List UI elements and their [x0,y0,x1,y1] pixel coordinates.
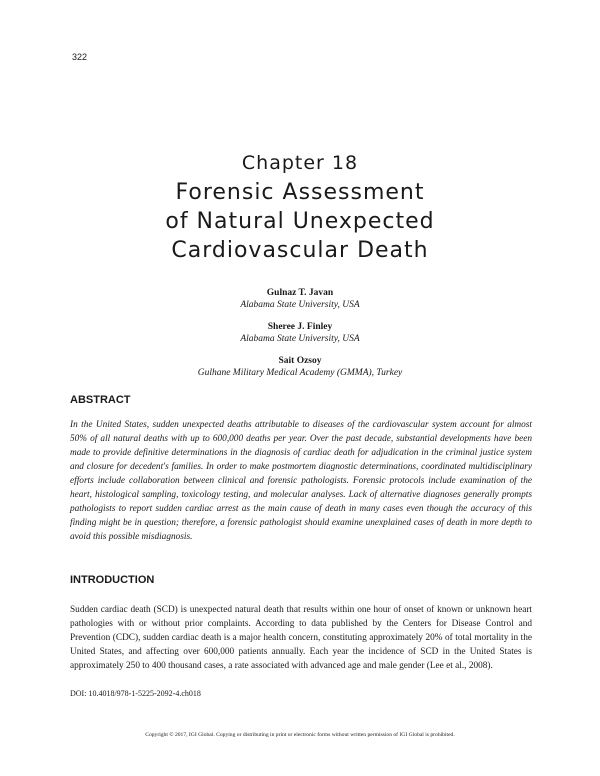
author-block [0,287,600,311]
title-line: Cardiovascular Death [171,238,429,263]
author-affiliation: Gulhane Military Medical Academy (GMMA), Turkey [197,368,403,378]
chapter-label: Chapter 18 [241,152,359,174]
title-line: of Natural Unexpected [165,209,435,234]
author-name: Sheree J. Finley [267,322,333,332]
author-name: Sait Ozsoy [278,356,322,366]
abstract-heading: ABSTRACT [70,394,131,406]
author-name: Gulnaz T. Javan [266,288,334,298]
chapter-title [0,178,600,265]
author-block [0,321,600,345]
doi: DOI: 10.4018/978-1-5225-2092-4.ch018 [70,689,201,698]
abstract-text: In the United States, sudden unexpected deaths attributable to diseases of the cardiovascular system account for almost 50% of all natural deaths with up to 600,000 deaths per year. Over the past decade, substantial developments have been made to provide definitive determinations in the diagnosis of cardiac death for adjudication in the criminal justice system and closure for decedent's families. In order to make postmortem diagnostic determinations, coordinated multidisciplinary efforts include collaboration between clinical and forensic pathologists. Forensic protocols include examination of the heart, histological sampling, toxicology testing, and molecular analyses. Lack of alternative diagnoses generally prompts pathologists to report sudden cardiac arrest as the main cause of death in many cases even though the accuracy of this finding might be in question; therefore, a forensic pathologist should examine unexplained cases of death in more depth to avoid this possible misdiagnosis. [70,420,532,542]
title-line: Forensic Assessment [175,180,425,205]
introduction-heading: INTRODUCTION [70,574,155,586]
introduction-text: Sudden cardiac death (SCD) is unexpected natural death that results within one hour of onset of known or unknown heart pathologies with or without prior complaints. According to data published by the Centers for Disease Control and Prevention (CDC), sudden cardiac death is a major health concern, constituting approximately 20% of total mortality in the United States, and affecting over 600,000 patients annually. Each year the incidence of SCD in the United States is approximately 250 to 400 thousand cases, a rate associated with advanced age and male gender (Lee et al., 2008). [70,605,532,671]
author-block [0,355,600,379]
author-affiliation: Alabama State University, USA [240,334,360,344]
author-affiliation: Alabama State University, USA [240,300,360,310]
copyright-notice: Copyright © 2017, IGI Global. Copying or distributing in print or electronic forms without written permission of IGI Global is prohibited. [145,732,455,738]
page-number: 322 [72,52,88,62]
